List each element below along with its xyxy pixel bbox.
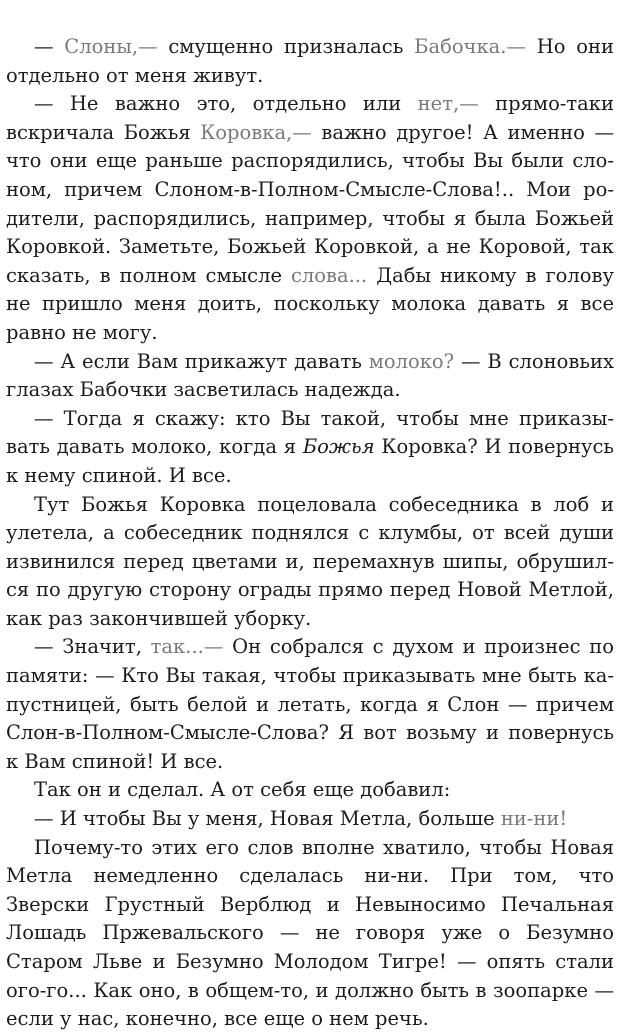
- text-segment: прямо-таки вскричала Божья: [6, 92, 614, 144]
- paragraph: [6, 90, 614, 347]
- paragraph: [6, 834, 614, 1034]
- text-segment: Тут Божья Коровка поцеловала собеседника в лоб и улетела, а собеседник поднялся с клумбы, от всей души извинился перед цветами и, перемахнув шипы, обрушился по другую сторону ограды прямо перед Новой Метлой, как раз закончившей уборку.: [6, 492, 614, 630]
- text-segment: — И чтобы Вы у меня, Новая Метла, больше: [34, 807, 501, 831]
- paragraph: [6, 348, 614, 405]
- text-segment: важно другое! А именно — что они еще раньше распорядились, чтобы Вы были слоном, причем Слоном-в-Полном-Смысле-Слова!.. Мои родители, распорядились, например, чтобы я была Божьей Коровкой. Заметьте, Божьей Коровкой, а не Коровой, так сказать, в полном смысле: [6, 120, 615, 287]
- highlighted-phrase: ни-ни!: [500, 807, 568, 831]
- italic-phrase: Божья: [302, 435, 375, 459]
- highlighted-phrase: слова...: [291, 263, 368, 287]
- paragraph: [6, 491, 614, 634]
- highlighted-phrase: Бабочка.—: [414, 35, 526, 58]
- text-segment: Он собрался с духом и произнес по памяти: — Кто Вы такая, чтобы приказывать мне быть капустницей, быть белой и летать, когда я Слон — причем Слон-в-Полном-Смысле-Слова? Я вот возьму и повернусь к Вам спиной! И все.: [6, 635, 615, 773]
- paragraph: [6, 776, 614, 805]
- text-segment: — Не важно это, отдельно или: [34, 92, 418, 116]
- highlighted-phrase: Коровка,—: [200, 120, 312, 144]
- text-segment: Коровка? И повернусь к нему спиной. И все.: [6, 435, 614, 487]
- highlighted-phrase: нет,—: [417, 92, 479, 116]
- text-body: [6, 33, 614, 1034]
- text-segment: — Значит,: [34, 635, 151, 659]
- text-segment: — А если Вам прикажут давать: [34, 349, 369, 373]
- highlighted-phrase: молоко?: [368, 349, 455, 373]
- paragraph: [6, 805, 614, 834]
- text-segment: Почему-то этих его слов вполне хватило, чтобы Новая Метла немедленно сделалась ни-ни. При том, что Зверски Грустный Верблюд и Невыносимо Печальная Лошадь Пржевальского — не говоря уже о Безумно Старом Льве и Безумно Молодом Тигре! — опять стали ого-го... Как оно, в общем-то, и должно быть в зоопарке — если у нас, конечно, все еще о нем речь.: [6, 835, 614, 1031]
- highlighted-phrase: так...—: [150, 635, 224, 659]
- highlighted-phrase: Слоны,—: [64, 35, 158, 58]
- text-segment: — Тогда я скажу: кто Вы такой, чтобы мне приказывать давать молоко, когда я: [6, 406, 614, 459]
- text-segment: смущенно призналась: [157, 35, 415, 58]
- paragraph: [6, 633, 614, 776]
- text-segment: Так он и сделал. А от себя еще добавил:: [34, 778, 451, 802]
- text-segment: —: [34, 35, 65, 58]
- text-segment: Дабы никому в голову не пришло меня доить, поскольку молока давать я все равно не могу.: [6, 263, 614, 344]
- text-segment: Но они отдельно от меня живут.: [6, 35, 614, 87]
- text-segment: — В слоновьих глазах Бабочки засветилась надежда.: [6, 349, 614, 402]
- paragraph: [6, 405, 614, 491]
- paragraph: [6, 33, 614, 90]
